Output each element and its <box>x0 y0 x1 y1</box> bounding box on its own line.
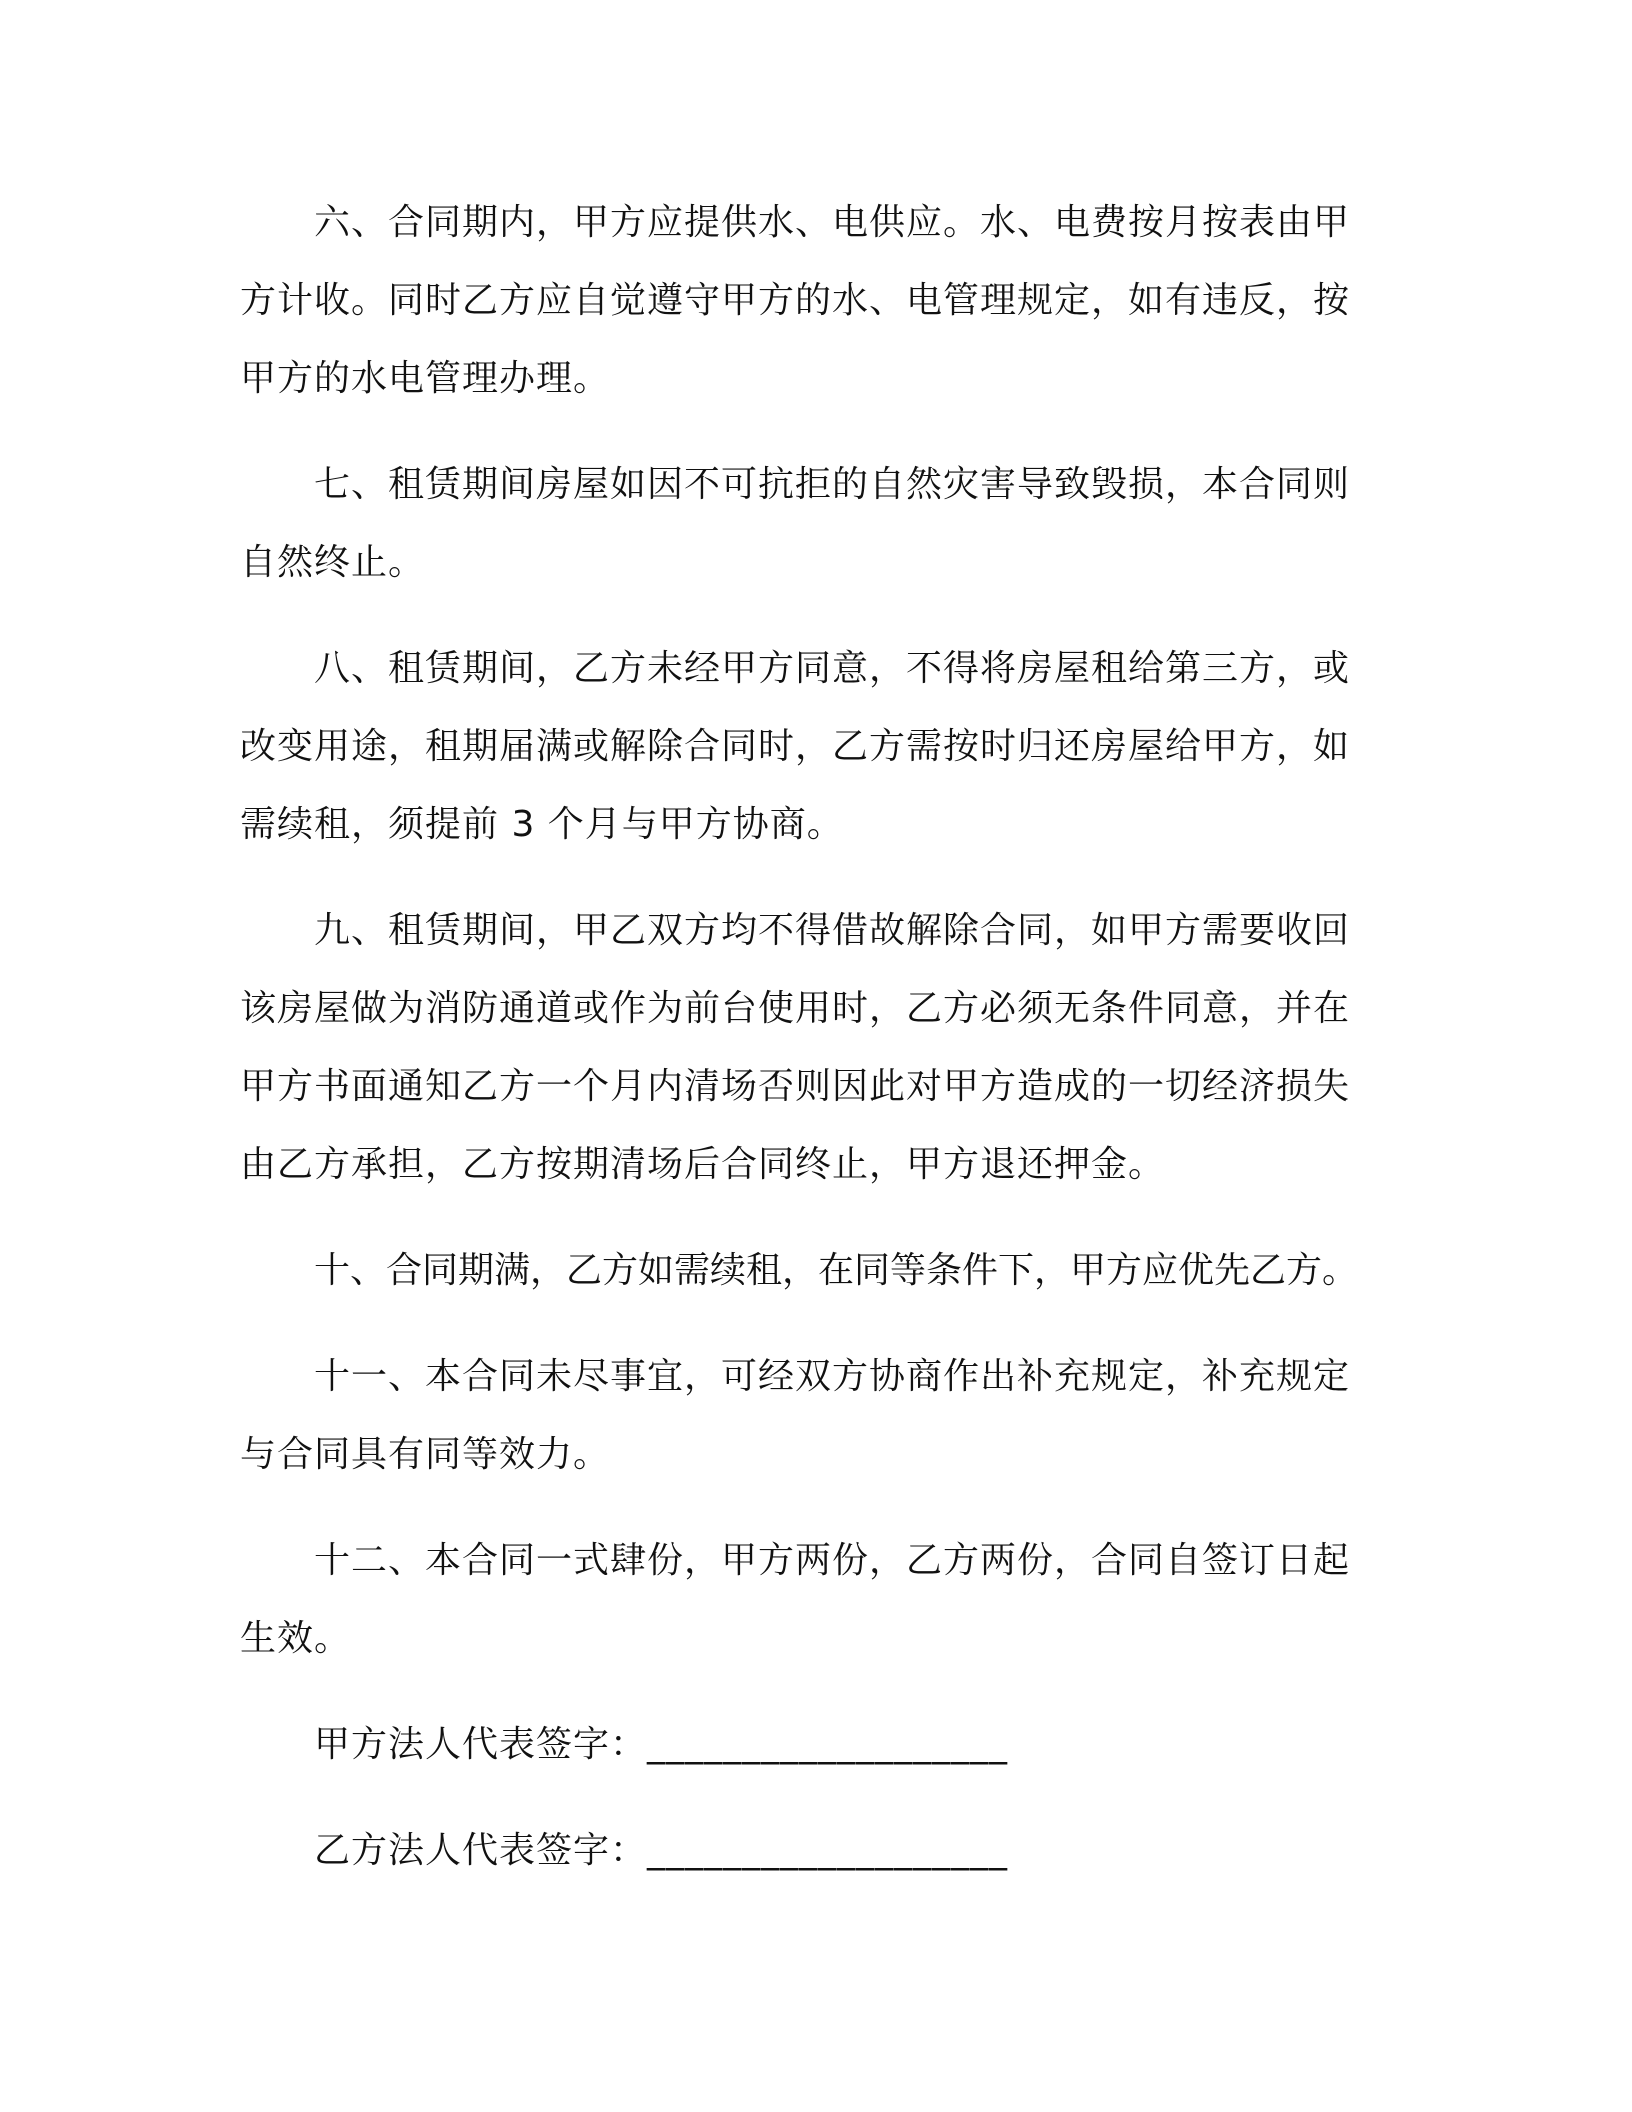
clause-7: 七、租赁期间房屋如因不可抗拒的自然灾害导致毁损，本合同则自然终止。 <box>240 464 1351 583</box>
clause-10: 十、合同期满，乙方如需续租，在同等条件下，甲方应优先乙方。 <box>314 1250 1359 1291</box>
party-b-signature-line: 乙方法人代表签字：___________________ <box>314 1830 1009 1871</box>
clause-11: 十一、本合同未尽事宜，可经双方协商作出补充规定，补充规定与合同具有同等效力。 <box>240 1356 1351 1475</box>
clause-8: 八、租赁期间，乙方未经甲方同意，不得将房屋租给第三方，或改变用途，租期届满或解除合同时，乙方需按时归还房屋给甲方，如需续租，须提前 3 个月与甲方协商。 <box>240 648 1351 845</box>
party-a-signature-line: 甲方法人代表签字：___________________ <box>314 1724 1009 1765</box>
clause-6: 六、合同期内，甲方应提供水、电供应。水、电费按月按表由甲方计收。同时乙方应自觉遵守甲方的水、电管理规定，如有违反，按甲方的水电管理办理。 <box>240 202 1351 399</box>
clause-9: 九、租赁期间，甲乙双方均不得借故解除合同，如甲方需要收回该房屋做为消防通道或作为前台使用时，乙方必须无条件同意，并在甲方书面通知乙方一个月内清场否则因此对甲方造成的一切经济损失由乙方承担，乙方按期清场后合同终止，甲方退还押金。 <box>240 910 1351 1185</box>
contract-body <box>240 184 1365 1918</box>
clause-12: 十二、本合同一式肆份，甲方两份，乙方两份，合同自签订日起生效。 <box>240 1540 1351 1659</box>
